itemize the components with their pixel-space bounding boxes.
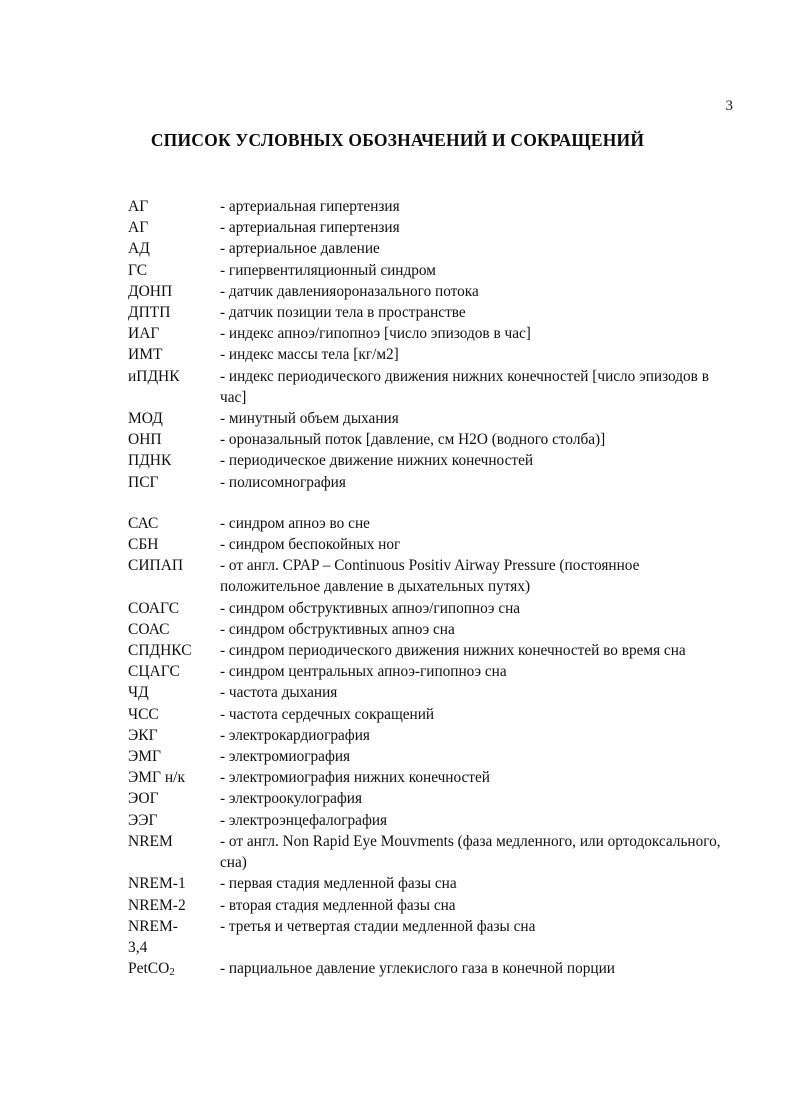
abbreviation-definition: - электроэнцефалография xyxy=(220,811,388,829)
abbreviation-definition: - третья и четвертая стадии медленной фазы сна xyxy=(220,917,536,935)
abbreviation-row xyxy=(128,429,728,450)
abbreviation-row xyxy=(128,958,728,983)
abbreviation-term: NREM- 3,4 xyxy=(128,917,178,956)
abbreviation-term: СОАС xyxy=(128,620,170,638)
abbreviation-row xyxy=(128,302,728,323)
abbreviation-definition: - синдром обструктивных апноэ/гипопноэ сна xyxy=(220,599,521,617)
abbreviation-term: САС xyxy=(128,514,159,532)
abbreviation-definition: - полисомнография xyxy=(220,473,346,491)
abbreviation-term: ОНП xyxy=(128,431,162,449)
list-spacer xyxy=(128,493,728,513)
abbreviation-term: иПДНК xyxy=(128,367,180,385)
abbreviation-term: СИПАП xyxy=(128,557,184,575)
abbreviation-definition: - вторая стадия медленной фазы сна xyxy=(220,896,456,914)
abbreviation-row xyxy=(128,598,728,619)
abbreviation-row xyxy=(128,450,728,471)
abbreviation-term: NREM-1 xyxy=(128,875,186,893)
abbreviation-term: NREM xyxy=(128,832,173,850)
abbreviation-definition: - гипервентиляционный синдром xyxy=(220,261,436,279)
abbreviation-term: СЦАГС xyxy=(128,663,180,681)
abbreviation-definition: - артериальная гипертензия xyxy=(220,198,400,215)
abbreviation-row xyxy=(128,746,728,767)
abbreviation-term: ЭМГ н/к xyxy=(128,769,185,787)
abbreviation-row xyxy=(128,640,728,661)
abbreviation-definition: - парциальное давление углекислого газа в конечной порции xyxy=(220,960,615,978)
abbreviation-term: СПДНКС xyxy=(128,642,192,660)
abbreviation-row xyxy=(128,725,728,746)
abbreviation-row xyxy=(128,788,728,809)
abbreviation-row xyxy=(128,619,728,640)
abbreviation-term: ПДНК xyxy=(128,452,172,470)
abbreviation-row xyxy=(128,472,728,493)
abbreviation-definition: - датчик давленияороназального потока xyxy=(220,282,479,300)
abbreviation-term: СОАГС xyxy=(128,599,180,617)
abbreviation-row xyxy=(128,408,728,429)
abbreviation-definition: - синдром беспокойных ног xyxy=(220,536,401,554)
abbreviation-term: ЭЭГ xyxy=(128,811,158,829)
abbreviation-term: АГ xyxy=(128,219,149,237)
abbreviation-term: СБН xyxy=(128,536,159,554)
abbreviation-definition: - от англ. CPAP – Continuous Positiv Airway Pressure (постоянное положительное давление в дыхательных путях) xyxy=(220,557,640,596)
abbreviation-row xyxy=(128,682,728,703)
abbreviation-definition: - частота дыхания xyxy=(220,684,338,702)
abbreviation-term: ГС xyxy=(128,261,148,279)
abbreviation-definition: - индекс апноэ/гипопноэ [число эпизодов в час] xyxy=(220,325,531,343)
abbreviation-row xyxy=(128,323,728,344)
abbreviation-row xyxy=(128,767,728,788)
abbreviation-row xyxy=(128,810,728,831)
abbreviation-term: ЭОГ xyxy=(128,790,159,808)
abbreviation-definition: - синдром апноэ во сне xyxy=(220,514,370,532)
abbreviation-definition: - артериальная гипертензия xyxy=(220,219,400,237)
abbreviation-definition: - синдром периодического движения нижних конечностей во время сна xyxy=(220,642,686,660)
abbreviation-term: NREM-2 xyxy=(128,896,186,914)
abbreviation-row xyxy=(128,831,728,873)
abbreviation-term: ДОНП xyxy=(128,282,173,300)
abbreviation-definition: - ороназальный поток [давление, см Н2О (водного столба)] xyxy=(220,431,606,449)
abbreviation-term: ИМТ xyxy=(128,346,163,364)
abbreviation-row xyxy=(128,281,728,302)
abbreviation-definition: - артериальное давление xyxy=(220,240,380,258)
page-title: СПИСОК УСЛОВНЫХ ОБОЗНАЧЕНИЙ И СОКРАЩЕНИЙ xyxy=(150,130,645,150)
abbreviation-definition: - электромиография нижних конечностей xyxy=(220,769,490,787)
abbreviation-row xyxy=(128,238,728,259)
abbreviation-row xyxy=(128,366,728,408)
abbreviation-term: АД xyxy=(128,240,150,258)
abbreviation-definition: - электромиография xyxy=(220,748,351,766)
page-number: 3 xyxy=(725,98,733,114)
abbreviation-definition: - электроокулография xyxy=(220,790,362,808)
abbreviation-term: ЭКГ xyxy=(128,726,158,744)
abbreviation-row xyxy=(128,534,728,555)
abbreviation-list xyxy=(128,196,728,983)
abbreviation-term: ИАГ xyxy=(128,325,160,343)
abbreviation-row xyxy=(128,513,728,534)
abbreviation-definition: - минутный объем дыхания xyxy=(220,410,399,428)
abbreviation-definition: - от англ. Non Rapid Eye Mouvments (фаза медленного, или ортодоксального, сна) xyxy=(220,832,721,872)
abbreviation-row xyxy=(128,344,728,365)
abbreviation-row xyxy=(128,555,728,597)
abbreviation-definition: - датчик позиции тела в пространстве xyxy=(220,304,466,322)
abbreviation-term: ПСГ xyxy=(128,473,159,491)
abbreviation-row xyxy=(128,661,728,682)
abbreviation-row xyxy=(128,704,728,725)
abbreviation-definition: - электрокардиография xyxy=(220,726,370,744)
abbreviation-definition: - синдром центральных апноэ-гипопноэ сна xyxy=(220,663,507,681)
abbreviation-term: ЧД xyxy=(128,684,149,702)
abbreviation-term: PetCO$_2$ xyxy=(128,960,175,979)
abbreviation-definition: - индекс периодического движения нижних конечностей [число эпизодов в час] xyxy=(220,367,709,406)
abbreviation-row xyxy=(128,260,728,281)
abbreviation-row xyxy=(128,873,728,894)
abbreviation-term: МОД xyxy=(128,410,163,428)
abbreviation-definition: - синдром обструктивных апноэ сна xyxy=(220,620,455,638)
abbreviation-definition: - первая стадия медленной фазы сна xyxy=(220,875,457,893)
abbreviation-term: АГ xyxy=(128,198,149,215)
abbreviation-definition: - индекс массы тела [кг/м2] xyxy=(220,346,399,364)
abbreviation-row xyxy=(128,217,728,238)
abbreviation-row xyxy=(128,916,728,958)
abbreviation-row xyxy=(128,895,728,916)
abbreviation-definition: - периодическое движение нижних конечностей xyxy=(220,452,534,470)
abbreviation-term: ЧСС xyxy=(128,705,159,723)
abbreviation-term: ЭМГ xyxy=(128,748,161,766)
abbreviation-definition: - частота сердечных сокращений xyxy=(220,705,435,723)
abbreviation-row xyxy=(128,196,728,217)
abbreviation-term: ДПТП xyxy=(128,304,171,322)
